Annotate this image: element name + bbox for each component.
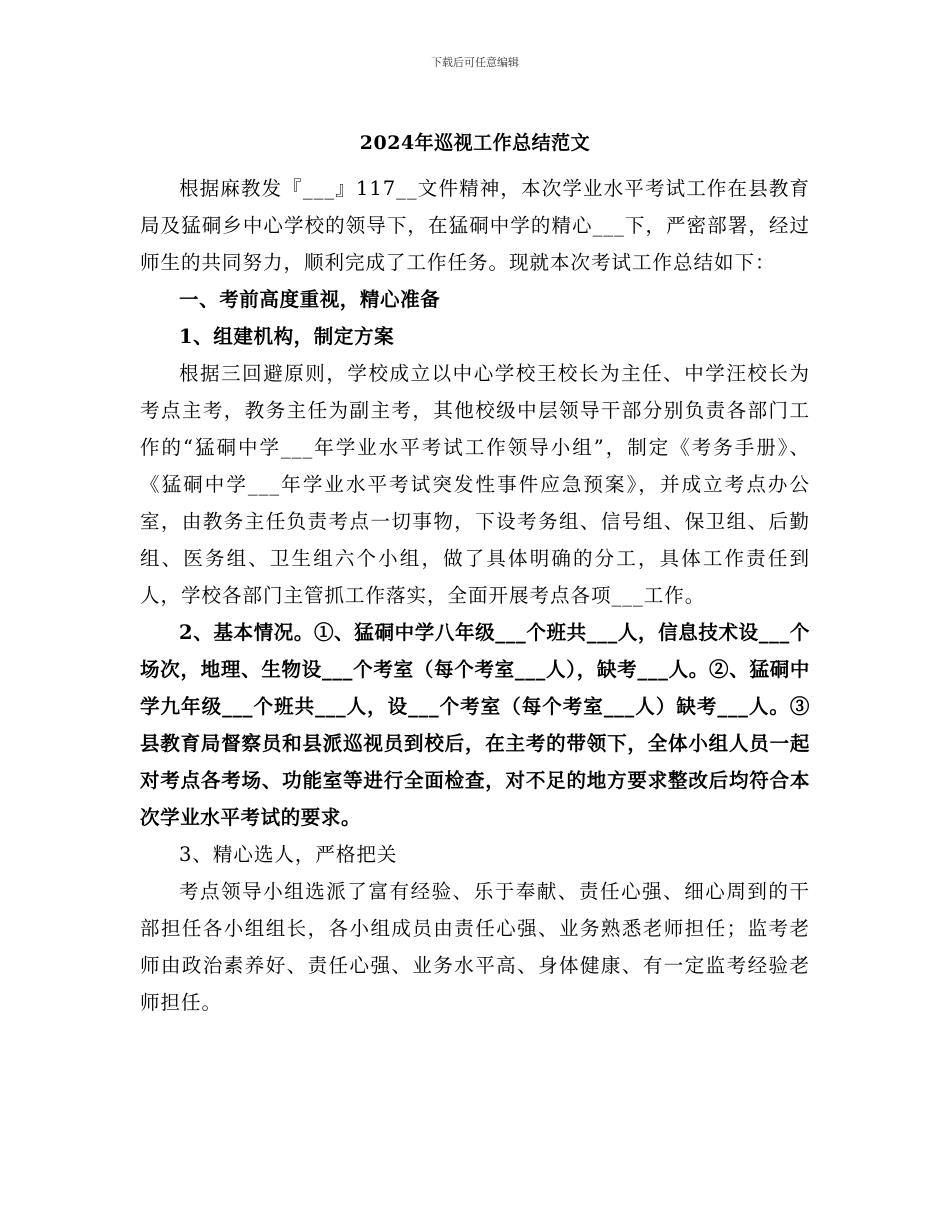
subheading-3: 3、精心选人，严格把关 — [179, 843, 398, 866]
section-heading-1: 一、考前高度重视，精心准备 — [179, 288, 441, 311]
intro-paragraph: 根据麻教发『___』117__文件精神，本次学业水平考试工作在县教育局及猛硐乡中心学校的领导下，在猛硐中学的精心___下，严密部署，经过师生的共同努力，顺利完成了工作任务。现就本次考试工作总结如下： — [140, 177, 810, 274]
document-title: 2024年巡视工作总结范文 — [359, 132, 591, 154]
body-paragraph-staff-selection: 考点领导小组选派了富有经验、乐于奉献、责任心强、细心周到的干部担任各小组组长，各小组成员由责任心强、业务熟悉老师担任；监考老师由政治素养好、责任心强、业务水平高、身体健康、有一定监考经验老师担任。 — [140, 880, 810, 1014]
body-paragraph-organization: 根据三回避原则，学校成立以中心学校王校长为主任、中学汪校长为考点主考，教务主任为副主考，其他校级中层领导干部分别负责各部门工作的“猛硐中学___年学业水平考试工作领导小组”，制定《考务手册》、《猛硐中学___年学业水平考试突发性事件应急预案》，并成立考点办公室，由教务主任负责考点一切事物，下设考务组、信号组、保卫组、后勤组、医务组、卫生组六个小组，做了具体明确的分工，具体工作责任到人，学校各部门主管抓工作落实，全面开展考点各项___工作。 — [140, 362, 810, 607]
subheading-1: 1、组建机构，制定方案 — [179, 325, 395, 348]
document-body — [140, 170, 810, 1021]
body-paragraph-basic-situation: 2、基本情况。①、猛硐中学八年级___个班共___人，信息技术设___个场次，地理、生物设___个考室（每个考室___人），缺考___人。②、猛硐中学九年级___个班共___人，设___个考室（每个考室___人）缺考___人。③县教育局督察员和县派巡视员到校后，在主考的带领下，全体小组人员一起对考点各考场、功能室等进行全面检查，对不足的地方要求整改后均符合本次学业水平考试的要求。 — [140, 621, 811, 829]
header-note: 下载后可任意编辑 — [431, 56, 519, 69]
